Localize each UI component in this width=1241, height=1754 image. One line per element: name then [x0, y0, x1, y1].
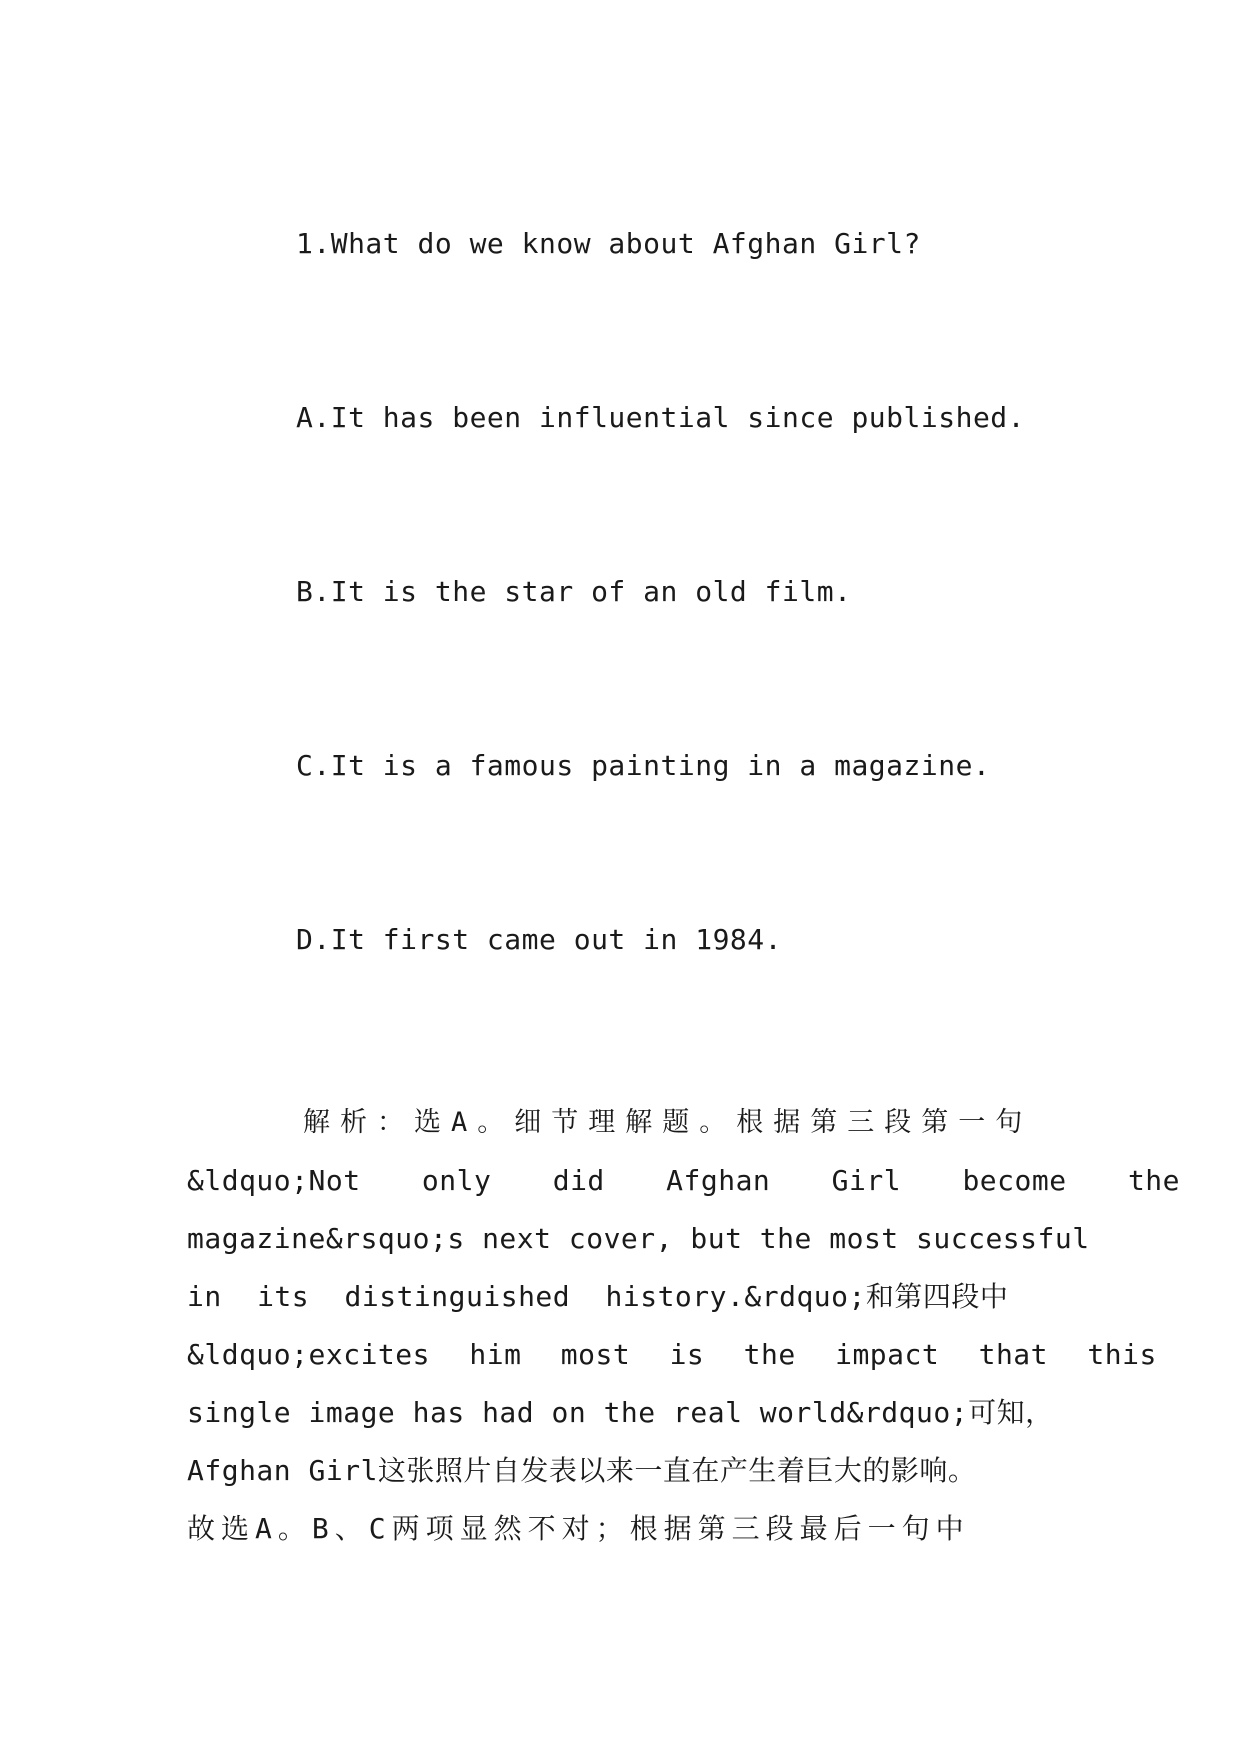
analysis-line-8 [187, 1500, 1050, 1558]
option-d: D.It first came out in 1984. [296, 923, 783, 956]
analysis-line-text: magazine&rsquo;s next cover, but the most successful [187, 1222, 1090, 1255]
analysis-line-text: in its distinguished history.&rdquo;和第四段中 [187, 1280, 1009, 1313]
analysis-line-text: single image has had on the real world&rdquo;可知， [187, 1396, 1054, 1429]
analysis-line-7 [187, 1442, 1050, 1500]
option-a: A.It has been influential since published. [296, 401, 1026, 434]
question-stem: 1.What do we know about Afghan Girl? [296, 227, 921, 260]
analysis-line-text: Afghan Girl这张照片自发表以来一直在产生着巨大的影响。 [187, 1454, 977, 1487]
analysis-paragraph [187, 1094, 1181, 1558]
analysis-line-6 [187, 1384, 1054, 1442]
analysis-line-text: 解析：选A。细节理解题。根据第三段第一句 [303, 1107, 1033, 1138]
option-b: B.It is the star of an old film. [296, 575, 852, 608]
analysis-line-1 [187, 1094, 1050, 1152]
analysis-line-text: &ldquo;Not only did Afghan Girl become the [187, 1164, 1181, 1197]
analysis-line-text: 故选A。B、C两项显然不对；根据第三段最后一句中 [187, 1512, 970, 1545]
analysis-line-5 [187, 1326, 1157, 1384]
analysis-line-text: &ldquo;excites him most is the impact that this [187, 1338, 1157, 1371]
analysis-line-4 [187, 1268, 1050, 1326]
analysis-line-2 [187, 1152, 1181, 1210]
analysis-line-3 [187, 1210, 1090, 1268]
option-c: C.It is a famous painting in a magazine. [296, 749, 991, 782]
